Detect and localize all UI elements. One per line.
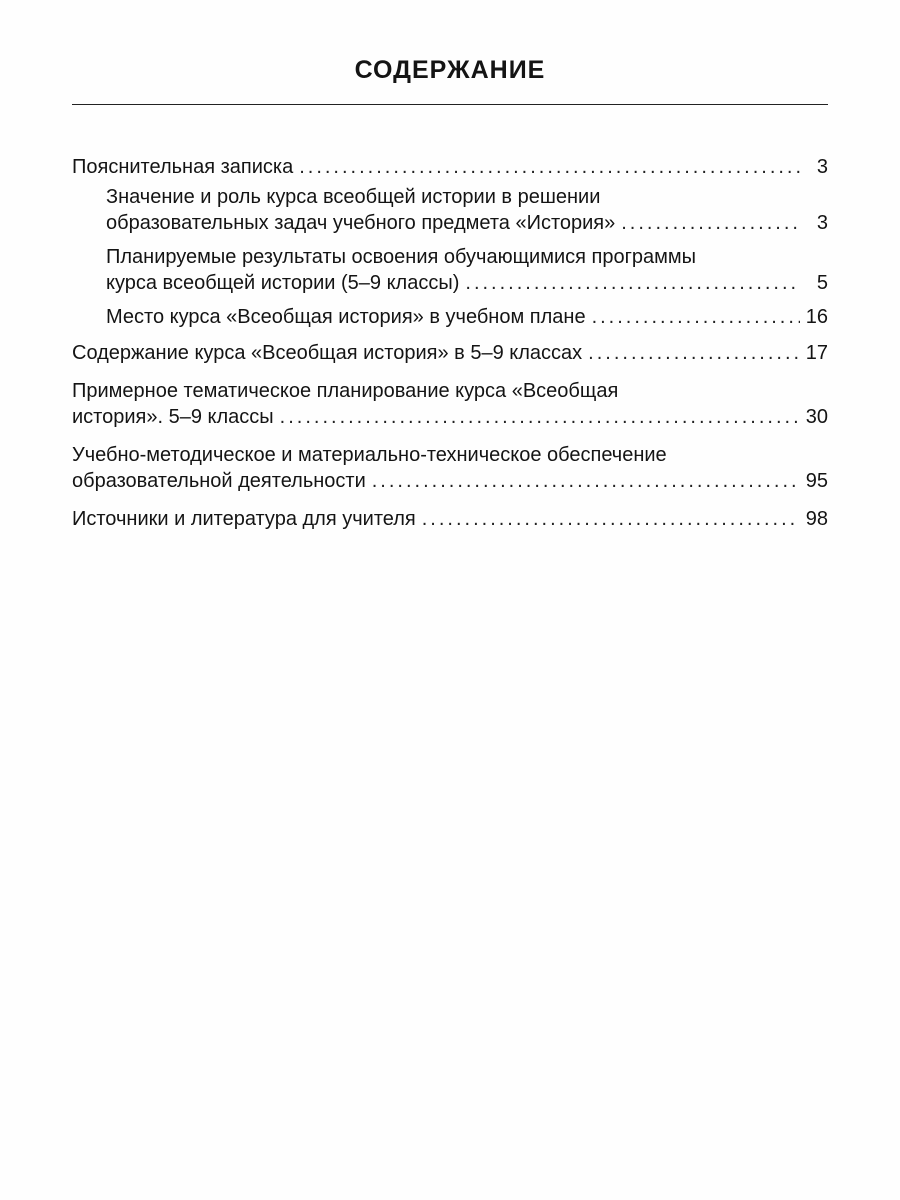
leader-dots xyxy=(465,270,800,296)
toc-line xyxy=(72,442,828,468)
toc-entry-planned-results xyxy=(72,244,828,296)
toc-page-number: 17 xyxy=(805,342,828,364)
toc-page-number: 16 xyxy=(805,306,828,328)
toc-entry-text: Источники и литература для учителя xyxy=(72,508,416,530)
toc-entry-text: курса всеобщей истории (5–9 классы) xyxy=(106,272,460,294)
leader-dots xyxy=(372,468,800,494)
leader-dots xyxy=(588,340,800,366)
toc-line xyxy=(106,244,828,270)
toc-line xyxy=(72,340,828,366)
toc-line xyxy=(106,304,828,330)
toc-entry-course-role xyxy=(72,184,828,236)
toc-line xyxy=(72,404,828,430)
leader-dots xyxy=(592,304,800,330)
toc-page-number: 30 xyxy=(805,406,828,428)
toc-entry-text: Значение и роль курса всеобщей истории в решении xyxy=(106,186,601,208)
toc-page-number: 95 xyxy=(805,470,828,492)
toc-entry-sources xyxy=(72,506,828,532)
title-underline xyxy=(72,104,828,105)
toc-entry-thematic-planning xyxy=(72,378,828,430)
toc-entry-explanatory-note xyxy=(72,154,828,180)
toc-entry-text: история». 5–9 классы xyxy=(72,406,274,428)
toc-entry-text: Содержание курса «Всеобщая история» в 5–9 классах xyxy=(72,342,583,364)
leader-dots xyxy=(621,210,800,236)
toc-line xyxy=(72,506,828,532)
toc-page-number: 5 xyxy=(816,272,828,294)
toc-line xyxy=(106,210,828,236)
toc-entry-text: Планируемые результаты освоения обучающимися программы xyxy=(106,246,697,268)
toc-entry-text: образовательных задач учебного предмета «История» xyxy=(106,212,616,234)
table-of-contents xyxy=(72,154,828,544)
toc-entry-text: Учебно-методическое и материально-техническое обеспечение xyxy=(72,444,667,466)
toc-page-number: 98 xyxy=(805,508,828,530)
toc-line xyxy=(106,270,828,296)
leader-dots xyxy=(280,404,800,430)
toc-page-number: 3 xyxy=(816,212,828,234)
toc-entry-text: Примерное тематическое планирование курса «Всеобщая xyxy=(72,380,619,402)
toc-entry-text: Место курса «Всеобщая история» в учебном плане xyxy=(106,306,586,328)
toc-line xyxy=(72,154,828,180)
toc-line xyxy=(72,378,828,404)
toc-line xyxy=(72,468,828,494)
toc-entry-course-content xyxy=(72,340,828,366)
toc-page-number: 3 xyxy=(816,156,828,178)
toc-entry-text: Пояснительная записка xyxy=(72,156,294,178)
toc-entry-text: образовательной деятельности xyxy=(72,470,366,492)
toc-entry-methodical-support xyxy=(72,442,828,494)
toc-line xyxy=(106,184,828,210)
page-title: СОДЕРЖАНИЕ xyxy=(354,56,546,84)
toc-entry-course-place xyxy=(72,304,828,330)
leader-dots xyxy=(422,506,800,532)
leader-dots xyxy=(299,154,800,180)
